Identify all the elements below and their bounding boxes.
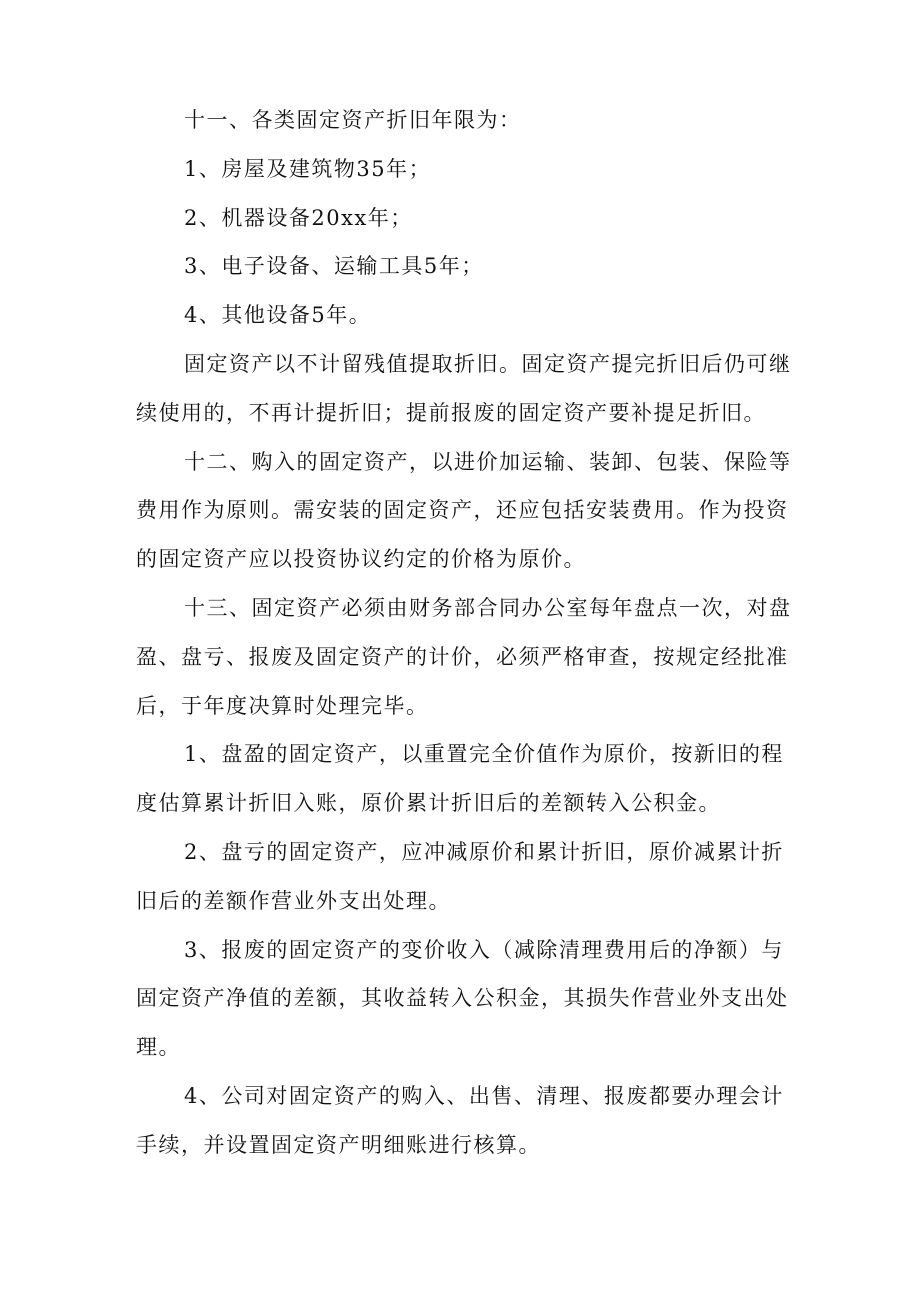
list-item-surplus: 1、盘盈的固定资产，以重置完全价值作为原价，按新旧的程度估算累计折旧入账，原价累计折旧后的差额转入公积金。: [136, 742, 784, 816]
list-item-electronics: 3、电子设备、运输工具5年；: [184, 254, 484, 279]
list-item-shortage: 2、盘亏的固定资产，应冲减原价和累计折旧，原价减累计折旧后的差额作营业外支出处理。: [136, 839, 784, 913]
list-item-accounting-procedures: 4、公司对固定资产的购入、出售、清理、报废都要办理会计手续，并设置固定资产明细账进行核算。: [136, 1083, 784, 1157]
list-item-buildings: 1、房屋及建筑物35年；: [184, 156, 432, 181]
heading-item-eleven: 十一、各类固定资产折旧年限为：: [184, 108, 522, 132]
list-item-machinery: 2、机器设备20xx年；: [184, 205, 413, 230]
list-item-other-equipment: 4、其他设备5年。: [184, 303, 372, 328]
document-body: [136, 96, 796, 1170]
list-item-scrapped: 3、报废的固定资产的变价收入（减除清理费用后的净额）与固定资产净值的差额，其收益转入公积金，其损失作营业外支出处理。: [136, 937, 789, 1060]
heading-item-thirteen: 十三、固定资产必须由财务部合同办公室每年盘点一次，对盘盈、盘亏、报废及固定资产的计价，必须严格审查，按规定经批准后，于年度决算时处理完毕。: [136, 595, 792, 718]
paragraph-residual-value: 固定资产以不计留残值提取折旧。固定资产提完折旧后仍可继续使用的，不再计提折旧；提前报废的固定资产要补提足折旧。: [136, 351, 792, 425]
heading-item-twelve: 十二、购入的固定资产，以进价加运输、装卸、包装、保险等费用作为原则。需安装的固定资产，还应包括安装费用。作为投资的固定资产应以投资协议约定的价格为原价。: [136, 449, 792, 572]
